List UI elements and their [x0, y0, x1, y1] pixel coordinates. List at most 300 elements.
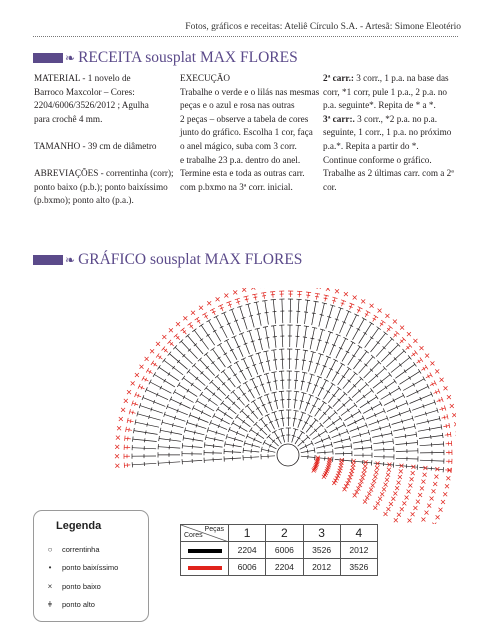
stitch-mark — [381, 320, 385, 323]
table-row — [181, 542, 378, 559]
abbrev-line: ponto baixo (p.b.); ponto baixíssimo — [34, 181, 168, 192]
stitch-mark — [194, 431, 195, 435]
legend-box — [33, 510, 149, 622]
stitch-mark — [302, 360, 306, 361]
table-cell: 3526 — [340, 559, 377, 576]
stitch-mark — [367, 401, 369, 404]
stitch-mark — [224, 353, 227, 355]
stitch-mark — [370, 337, 373, 339]
red-swatch — [188, 566, 222, 570]
stitch-mark — [183, 435, 184, 440]
stitch-mark — [263, 327, 268, 328]
stitch-mark — [389, 373, 392, 377]
stitch-mark — [301, 381, 305, 382]
stitch-mark — [370, 388, 373, 392]
header-credit: Fotos, gráficos e receitas: Ateliê Círculo S.A. - Artesã: Simone Eleotério — [185, 22, 461, 32]
row3-text: 3 corr., *2 p.a. no p.a. — [354, 113, 438, 124]
stitch-mark — [205, 404, 207, 407]
stitch-mark — [271, 372, 276, 373]
stitch-mark — [332, 422, 334, 425]
stitch-mark — [281, 418, 285, 419]
stitch-mark — [149, 415, 150, 419]
stitch-mark — [382, 433, 383, 437]
stitch-mark — [343, 337, 348, 339]
stitch-mark — [365, 350, 369, 353]
stitch-mark — [294, 371, 299, 372]
stitch-mark — [423, 377, 426, 382]
stitch-mark — [224, 339, 229, 341]
stitch-mark — [304, 326, 309, 327]
stitch-mark — [383, 408, 385, 413]
legend-title: Legenda — [56, 520, 102, 532]
stitch-mark — [125, 436, 126, 441]
stitch-mark — [253, 297, 257, 298]
execution-line: com p.bxmo na 3ª corr. inicial. — [180, 181, 293, 192]
table-cell: 2204 — [266, 559, 303, 576]
stitch-mark — [307, 449, 308, 453]
stitch-mark — [162, 358, 165, 362]
legend-item-slip-stitch — [44, 563, 118, 572]
table-cell: 2204 — [229, 542, 266, 559]
stitch-mark — [300, 431, 304, 434]
stitch-mark — [294, 410, 299, 411]
stitch-mark — [191, 383, 193, 386]
ornament-icon: ❧ — [65, 253, 76, 267]
stitch-mark — [172, 423, 173, 427]
stitch-mark — [293, 418, 297, 419]
stitch-mark — [126, 427, 127, 432]
stitch-mark — [170, 397, 172, 402]
stitch-mark — [204, 315, 208, 317]
stitch-mark — [294, 391, 299, 392]
stitch-mark — [429, 427, 430, 431]
stitch-mark — [377, 327, 381, 330]
stitch-mark — [308, 415, 313, 418]
title-bar-icon — [33, 255, 63, 265]
stitch-mark — [271, 326, 276, 327]
stitch-mark — [256, 407, 259, 409]
piece-header: 4 — [340, 525, 377, 542]
stitch-mark — [257, 314, 261, 315]
stitch-mark — [295, 349, 300, 350]
stitch-mark — [234, 361, 239, 364]
stitch-mark — [204, 442, 205, 447]
row3-line: Continue conforme o gráfico. — [323, 154, 432, 165]
stitch-mark — [154, 363, 156, 366]
stitch-mark — [339, 416, 342, 420]
execution-title: EXECUÇÃO — [180, 73, 231, 83]
stitch-mark — [380, 323, 383, 325]
stitch-mark — [364, 332, 367, 334]
stitch-mark — [446, 424, 447, 428]
colors-label: Cores — [184, 532, 203, 539]
stitch-mark — [420, 358, 423, 362]
stitch-mark — [160, 428, 161, 433]
stitch-mark — [425, 365, 428, 369]
execution-line: Termine esta e toda as outras carr. — [180, 168, 305, 179]
stitch-mark — [265, 414, 270, 416]
stitch-mark — [268, 449, 269, 453]
stitch-mark — [404, 370, 406, 373]
stitch-mark — [327, 391, 330, 393]
stitch-mark — [342, 376, 345, 378]
table-cell: 6006 — [266, 542, 303, 559]
graphic-title-text: GRÁFICO sousplat MAX FLORES — [78, 251, 303, 268]
stitch-mark — [371, 460, 372, 465]
stitch-mark — [384, 332, 388, 335]
header-divider — [33, 36, 458, 37]
stitch-mark — [217, 357, 220, 359]
stitch-mark — [159, 436, 160, 441]
stitch-mark — [375, 395, 378, 399]
stitch-mark — [246, 434, 248, 439]
stitch-mark — [340, 363, 345, 366]
stitch-mark — [369, 322, 373, 325]
legend-item-double-crochet — [44, 600, 95, 609]
stitch-mark — [430, 373, 433, 378]
stitch-mark — [259, 418, 263, 421]
stitch-mark — [371, 445, 372, 450]
stitch-mark — [279, 410, 284, 411]
legend-label: correntinha — [62, 545, 100, 554]
piece-header: 2 — [266, 525, 303, 542]
stitch-mark — [206, 319, 210, 322]
stitch-mark — [309, 361, 313, 362]
stitch-mark — [383, 441, 384, 445]
stitch-mark — [213, 444, 214, 448]
stitch-mark — [225, 441, 226, 446]
row2-text: 3 corr., 1 p.a. na base das — [353, 73, 449, 83]
stitch-mark — [363, 395, 365, 398]
stitch-mark — [427, 384, 429, 389]
stitch-mark — [233, 444, 234, 448]
stitch-mark — [354, 403, 357, 407]
stitch-mark — [428, 419, 429, 423]
title-bar-icon — [33, 53, 63, 63]
stitch-mark — [187, 389, 189, 392]
abbrev-line: ABREVIAÇÕES - correntinha (corr); — [34, 168, 174, 179]
stitch-mark — [431, 435, 432, 439]
stitch-mark — [413, 362, 416, 366]
stitch-mark — [221, 370, 225, 373]
legend-label: ponto baixíssimo — [62, 563, 119, 572]
row2-label: 2ª carr.: — [323, 73, 354, 83]
row3-line: seguinte, 1 corr., 1 p.a. no próximo — [323, 127, 452, 138]
stitch-mark — [306, 295, 310, 296]
stitch-mark — [402, 393, 404, 398]
execution-line: Trabalhe o verde e o lilás nas mesmas — [180, 86, 320, 97]
stitch-mark — [133, 437, 134, 442]
stitch-mark — [443, 467, 444, 472]
stitch-mark — [398, 386, 401, 391]
stitch-mark — [168, 372, 170, 375]
row2-line: corr, *1 corr, pule 1 p.a., 2 p.a. no — [323, 86, 448, 97]
stitch-mark — [224, 412, 226, 415]
stitch-mark — [188, 322, 192, 325]
row2-line — [323, 72, 463, 86]
black-swatch — [188, 549, 222, 553]
stitch-mark — [252, 443, 253, 447]
stitch-mark — [272, 430, 277, 433]
stitch-mark — [149, 370, 151, 374]
stitch-mark — [389, 325, 393, 328]
stitch-mark — [147, 423, 148, 427]
stitch-mark — [170, 438, 171, 442]
stitch-mark — [270, 292, 275, 293]
stitch-mark — [172, 366, 174, 369]
stitch-mark — [322, 401, 326, 404]
single-crochet-icon: × — [47, 582, 53, 591]
stitch-mark — [213, 330, 216, 332]
row3-line — [323, 113, 463, 127]
stitch-mark — [314, 418, 318, 421]
stitch-mark — [151, 361, 154, 365]
stitch-mark — [153, 372, 156, 377]
stitch-mark — [217, 343, 221, 346]
stitch-mark — [251, 400, 255, 403]
execution-line: o anel mágico, suba com 3 corr. — [180, 140, 297, 151]
stitch-mark — [211, 348, 215, 351]
execution-line: junto do gráfico. Escolha 1 cor, faça — [180, 127, 313, 138]
stitch-mark — [303, 350, 308, 351]
stitch-mark — [267, 382, 271, 383]
stitch-mark — [331, 383, 335, 386]
stitch-mark — [444, 416, 445, 420]
stitch-mark — [404, 427, 405, 431]
stitch-mark — [274, 381, 278, 382]
stitch-mark — [315, 296, 319, 297]
stitch-mark — [265, 312, 269, 313]
stitch-mark — [265, 338, 269, 339]
red-swatch-cell — [181, 559, 229, 576]
stitch-mark — [423, 367, 425, 370]
stitch-mark — [303, 337, 307, 338]
stitch-mark — [414, 350, 417, 354]
stitch-mark — [380, 380, 382, 383]
table-row — [181, 559, 378, 576]
stitch-mark — [274, 400, 278, 401]
stitch-mark — [145, 438, 146, 442]
stitch-mark — [204, 352, 208, 355]
stitch-mark — [304, 312, 308, 313]
stitch-mark — [263, 440, 266, 445]
stitch-mark — [373, 318, 376, 320]
stitch-mark — [177, 383, 180, 387]
table-corner — [181, 525, 229, 542]
stitch-mark — [214, 437, 215, 441]
stitch-mark — [196, 399, 199, 404]
stitch-mark — [206, 334, 209, 336]
stitch-mark — [337, 387, 341, 390]
stitch-mark — [228, 378, 231, 380]
stitch-mark — [409, 376, 411, 379]
stitch-mark — [310, 338, 314, 339]
stitch-mark — [190, 325, 193, 328]
stitch-mark — [248, 389, 251, 391]
legend-label: ponto baixo — [62, 582, 101, 591]
stitch-mark — [300, 401, 304, 402]
stitch-mark — [130, 419, 131, 423]
table-cell: 6006 — [229, 559, 266, 576]
stitch-mark — [182, 376, 185, 380]
stitch-mark — [256, 433, 258, 436]
black-swatch-cell — [181, 542, 229, 559]
stitch-mark — [235, 415, 238, 419]
stitch-mark — [336, 372, 339, 374]
stitch-mark — [351, 341, 356, 344]
piece-header: 1 — [229, 525, 266, 542]
row3-line: p.a.*. Repita a partir do *. — [323, 140, 419, 151]
legend-item-single-crochet — [44, 582, 101, 591]
stitch-mark — [448, 433, 449, 437]
stitch-mark — [314, 448, 315, 453]
stitch-mark — [181, 328, 185, 331]
slip-stitch-icon: • — [48, 563, 52, 572]
execution-column — [180, 72, 320, 194]
color-table — [180, 524, 378, 576]
piece-header: 3 — [303, 525, 340, 542]
stitch-mark — [418, 369, 421, 373]
stitch-mark — [159, 356, 161, 359]
crochet-chart — [36, 288, 456, 524]
stitch-mark — [273, 337, 277, 338]
graphic-section-title — [33, 252, 302, 268]
stitch-mark — [271, 299, 276, 300]
stitch-mark — [393, 439, 394, 444]
ornament-icon: ❧ — [65, 51, 76, 65]
stitch-mark — [266, 361, 270, 362]
stitch-mark — [358, 345, 362, 348]
magic-ring — [277, 444, 299, 466]
stitch-mark — [261, 292, 266, 293]
stitch-mark — [417, 465, 418, 470]
stitch-mark — [314, 301, 319, 302]
stitch-mark — [442, 433, 443, 438]
stitch-mark — [273, 360, 277, 361]
stitch-mark — [441, 424, 442, 429]
stitch-mark — [231, 421, 234, 426]
stitch-mark — [450, 432, 451, 437]
stitch-mark — [370, 437, 371, 442]
stitch-mark — [318, 408, 321, 410]
stitch-mark — [320, 315, 324, 316]
stitch-mark — [271, 350, 276, 351]
material-line: 2204/6006/3526/2012 ; Agulha — [34, 100, 149, 111]
stitch-mark — [258, 339, 262, 340]
stitch-mark — [200, 392, 203, 396]
stitch-mark — [281, 435, 285, 436]
stitch-mark — [202, 313, 207, 316]
rows-column — [323, 72, 463, 194]
stitch-mark — [227, 365, 231, 368]
stitch-mark — [171, 431, 172, 435]
stitch-mark — [146, 431, 147, 435]
material-line: para crochê 4 mm. — [34, 113, 103, 124]
abbrev-line: (p.bxmo); ponto alto (p.a.). — [34, 195, 134, 206]
stitch-mark — [200, 339, 203, 341]
stitch-mark — [132, 411, 133, 415]
stitch-mark — [249, 428, 252, 432]
stitch-mark — [243, 381, 248, 384]
stitch-mark — [252, 294, 257, 295]
stitch-mark — [393, 462, 394, 467]
table-header-row — [181, 525, 378, 542]
stitch-mark — [366, 311, 371, 314]
recipe-section-title — [33, 50, 298, 66]
table-cell: 3526 — [303, 542, 340, 559]
stitch-mark — [242, 420, 244, 423]
stitch-mark — [243, 393, 246, 395]
row3-line: Trabalhe as 2 últimas carr. com a 2ª cor. — [323, 168, 454, 192]
row3-label: 3ª carr:. — [323, 113, 355, 124]
stitch-mark — [358, 409, 361, 413]
stitch-mark — [193, 438, 194, 442]
pieces-label: Peças — [204, 526, 224, 533]
stitch-mark — [385, 386, 387, 389]
stitch-mark — [245, 404, 249, 407]
stitch-mark — [279, 391, 284, 392]
stitch-mark — [216, 407, 219, 411]
stitch-mark — [362, 318, 367, 321]
stitch-mark — [343, 422, 346, 427]
stitch-mark — [192, 329, 196, 332]
table-cell: 2012 — [340, 542, 377, 559]
stitch-mark — [199, 324, 203, 327]
stitch-mark — [214, 315, 219, 317]
stitch-mark — [233, 374, 236, 376]
legend-item-chain — [44, 545, 100, 554]
stitch-mark — [358, 359, 361, 361]
stitch-mark — [134, 428, 135, 433]
material-line: MATERIAL - 1 novelo de — [34, 73, 131, 83]
stitch-mark — [173, 390, 176, 395]
stitch-mark — [352, 355, 355, 357]
stitch-mark — [380, 401, 383, 406]
stitch-mark — [418, 360, 420, 363]
stitch-mark — [361, 440, 362, 444]
stitch-mark — [249, 315, 253, 316]
stitch-mark — [156, 353, 159, 357]
stitch-mark — [262, 296, 266, 297]
stitch-mark — [195, 317, 199, 320]
stitch-mark — [324, 444, 325, 448]
stitch-mark — [306, 292, 311, 293]
recipe-title-text: RECEITA sousplat MAX FLORES — [78, 49, 298, 66]
execution-line: peças e o azul e rosa nas outras — [180, 100, 295, 111]
stitch-mark — [213, 413, 216, 418]
stitch-mark — [405, 434, 406, 438]
stitch-mark — [164, 379, 166, 382]
stitch-mark — [237, 385, 241, 388]
execution-line: e trabalhe 23 p.a. dentro do anel. — [180, 154, 301, 165]
stitch-mark — [318, 340, 322, 341]
stitch-mark — [243, 448, 244, 453]
stitch-mark — [293, 400, 297, 401]
stitch-mark — [315, 455, 316, 460]
stitch-mark — [208, 398, 210, 401]
row2-line: p.a. seguinte*. Repita de * a *. — [323, 100, 436, 111]
chain-icon: ○ — [47, 545, 53, 554]
stitch-mark — [245, 299, 249, 300]
stitch-mark — [394, 379, 397, 383]
stitch-mark — [332, 394, 335, 396]
stitch-mark — [305, 300, 310, 301]
stitch-mark — [149, 380, 151, 385]
stitch-mark — [197, 320, 200, 322]
stitch-mark — [343, 445, 344, 449]
stitch-mark — [158, 365, 161, 369]
stitch-mark — [408, 355, 411, 359]
